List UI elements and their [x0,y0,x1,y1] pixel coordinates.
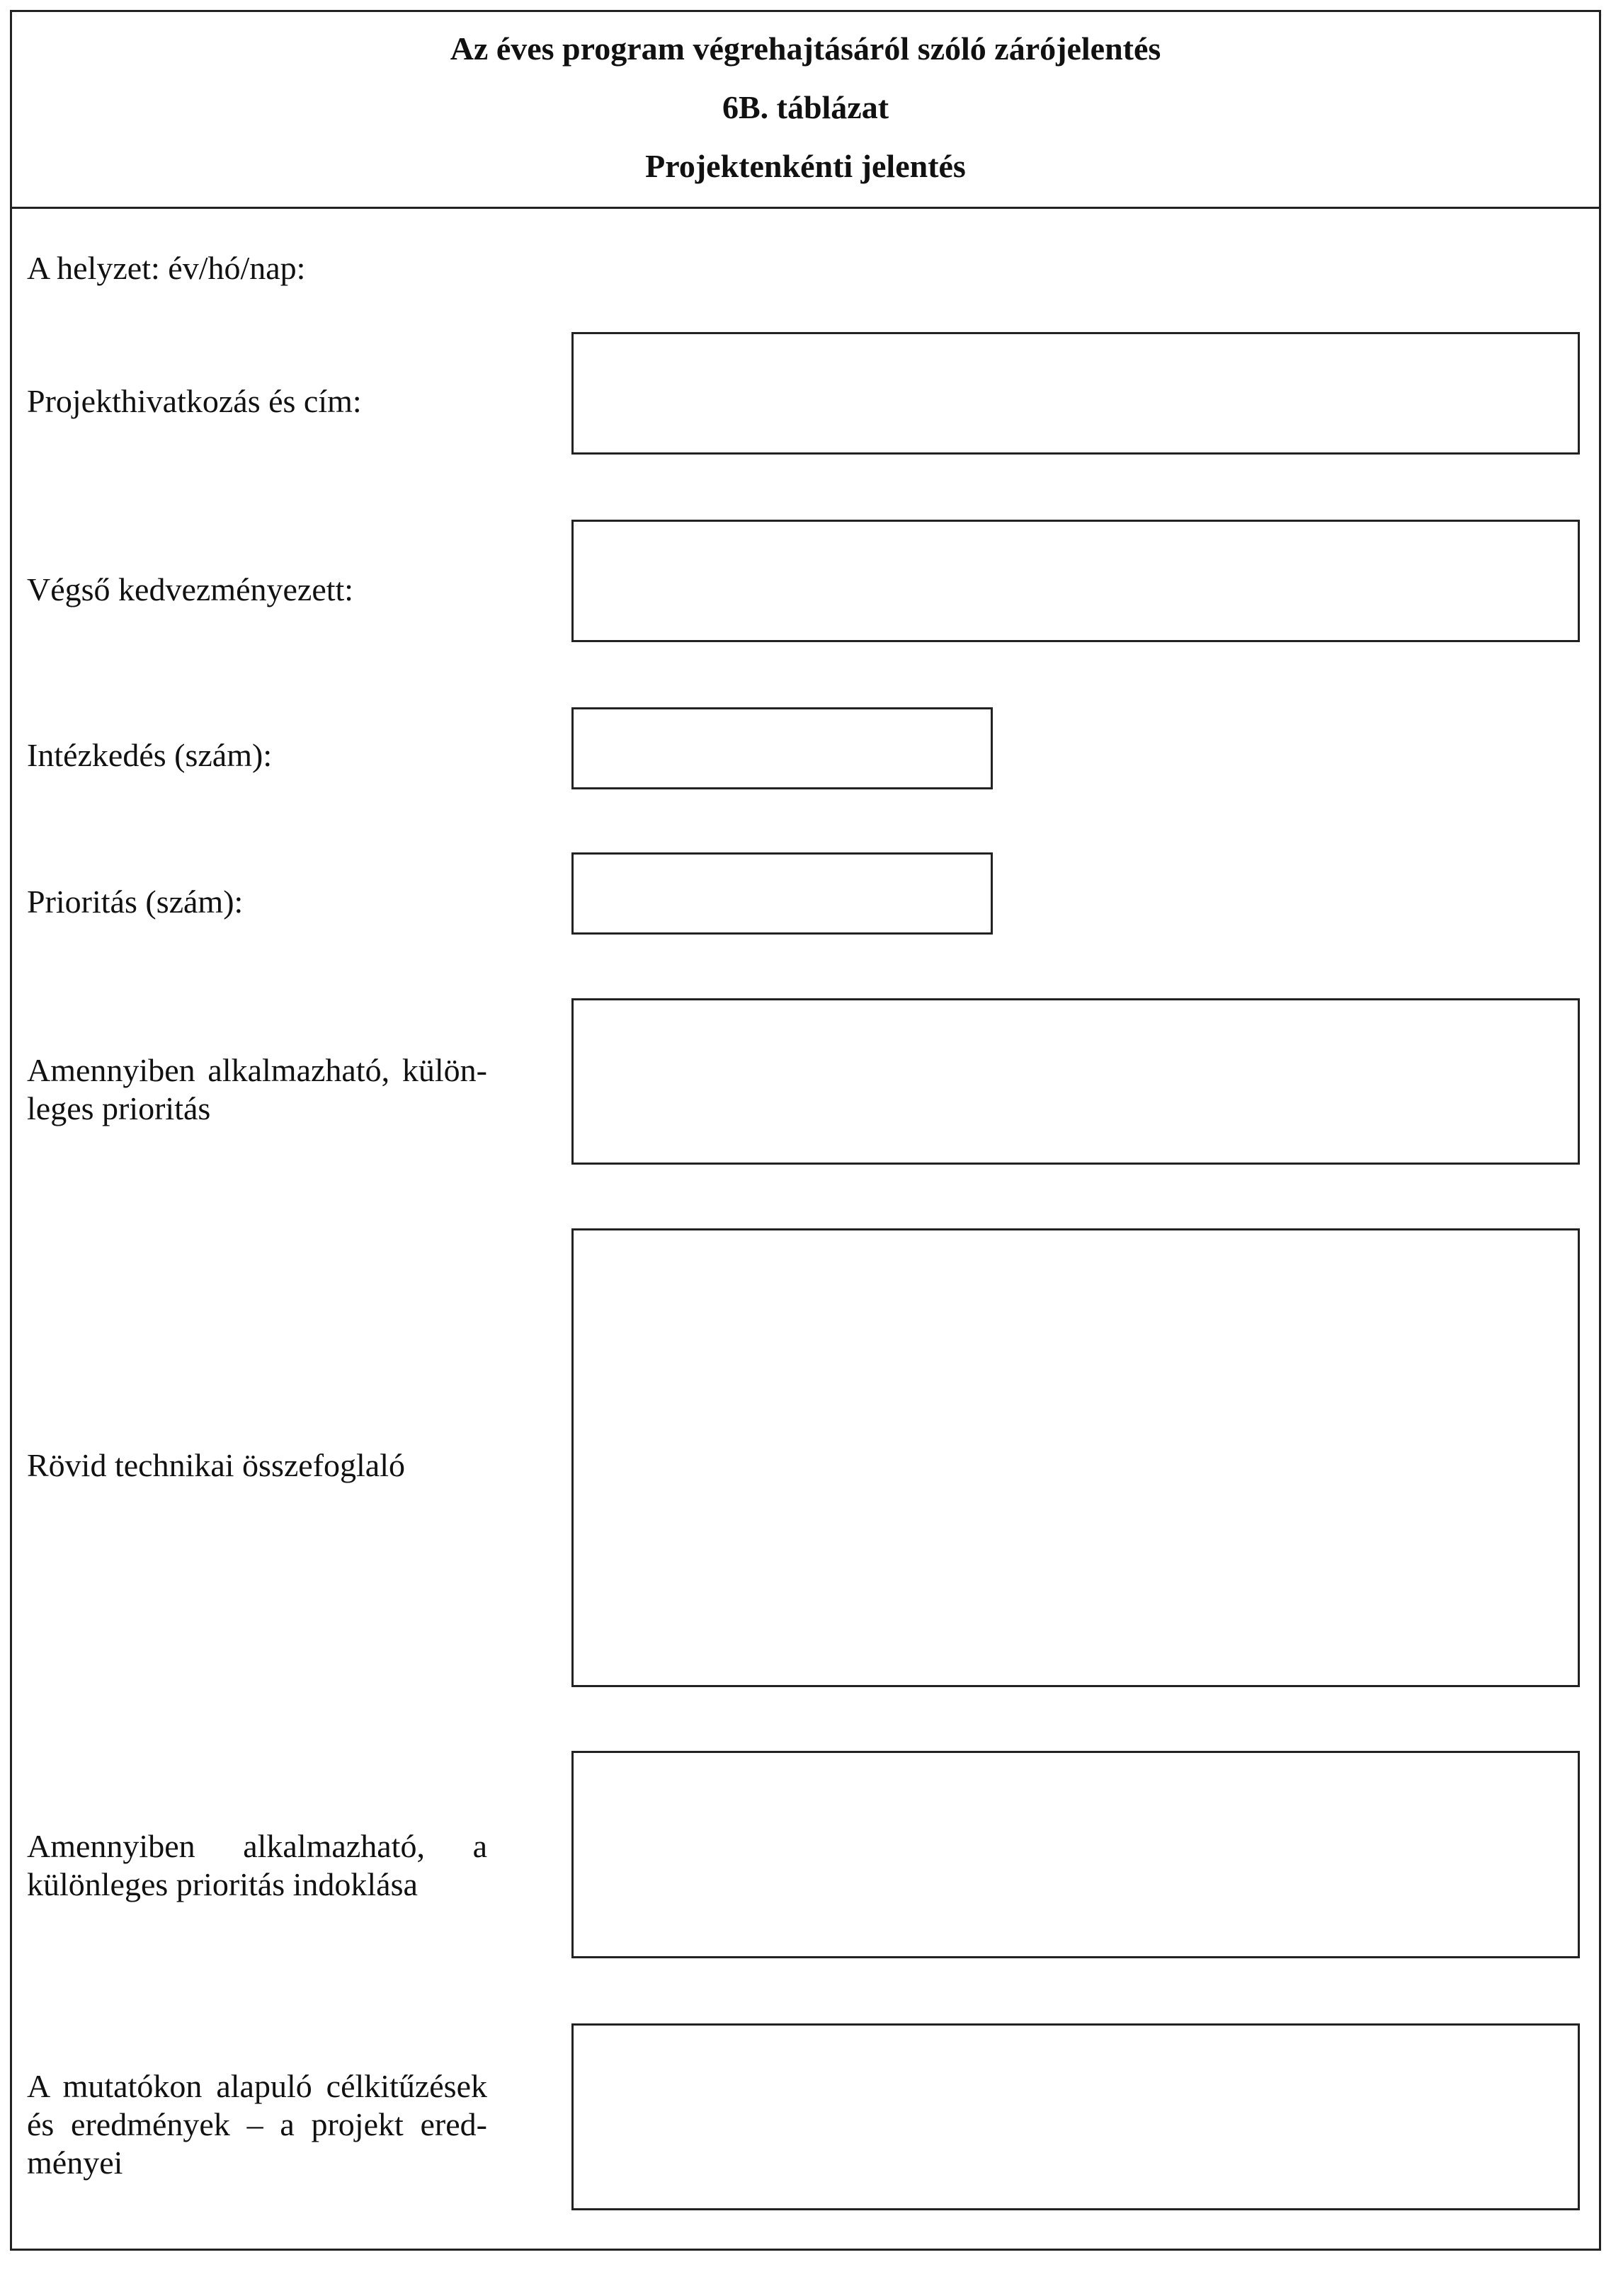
summary-label [27,1446,487,1485]
report-title: Az éves program végrehajtásáról szóló zárójelentés [450,30,1161,67]
specific-priority-field[interactable] [571,998,1580,1165]
measure-label [27,736,487,775]
priority-label [27,883,487,921]
date-label [27,249,487,287]
results-label [27,2067,487,2182]
label-line: A helyzet: év/hó/nap: [27,250,306,286]
label-line: Amennyiben alkalmazható, a [27,1828,487,1864]
justification-label [27,1827,487,1904]
label-line: Projekthivatkozás és cím: [27,383,362,419]
label-line: Végső kedvezményezett: [27,571,354,607]
header-divider [10,207,1601,209]
specific-priority-label [27,1051,487,1128]
label-line: A mutatókon alapuló célkitűzések [27,2068,487,2104]
priority-field[interactable] [571,852,993,935]
summary-field[interactable] [571,1228,1580,1687]
measure-field[interactable] [571,707,993,789]
label-line: leges prioritás [27,1090,211,1126]
label-line: különleges prioritás indoklása [27,1866,418,1902]
project-ref-field[interactable] [571,332,1580,455]
results-field[interactable] [571,2023,1580,2210]
project-ref-label [27,382,487,421]
justification-field[interactable] [571,1751,1580,1958]
table-number: 6B. táblázat [722,89,889,125]
report-subtitle: Projektenkénti jelentés [645,148,966,184]
label-line: Intézkedés (szám): [27,737,273,773]
label-line: ményei [27,2144,123,2181]
label-line: Rövid technikai összefoglaló [27,1447,405,1483]
label-line: Prioritás (szám): [27,884,244,920]
label-line: és eredmények – a projekt ered- [27,2106,487,2142]
beneficiary-label [27,571,487,609]
label-line: Amennyiben alkalmazható, külön- [27,1052,487,1088]
beneficiary-field[interactable] [571,520,1580,642]
